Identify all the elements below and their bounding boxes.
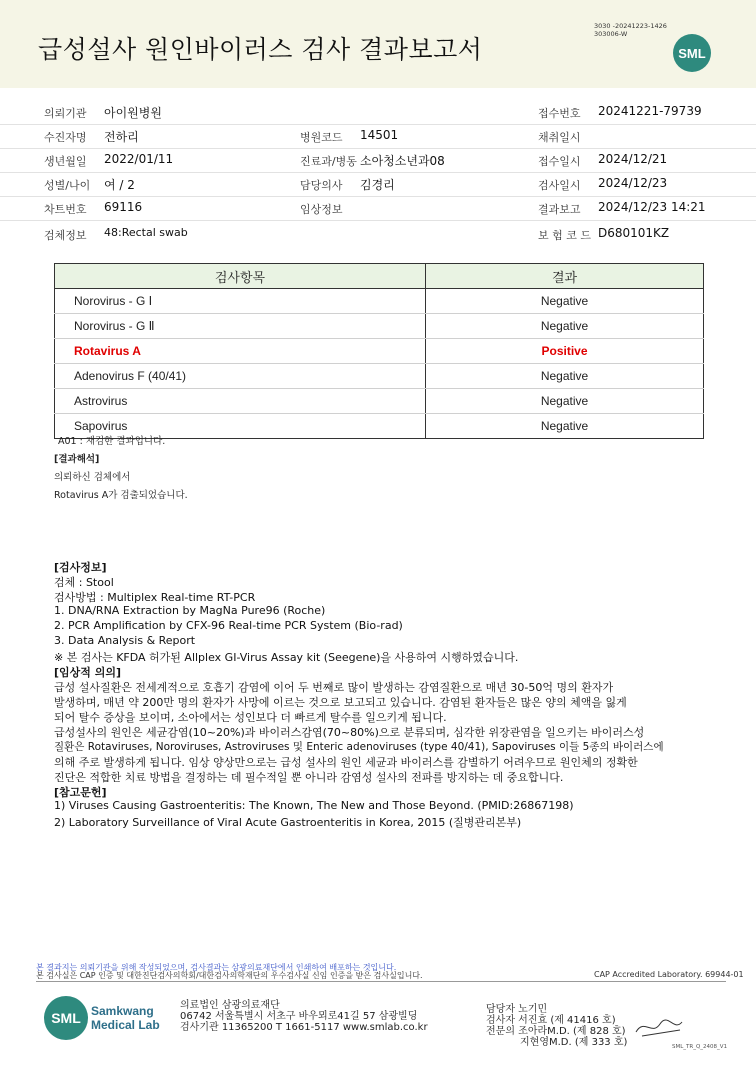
- footer-contact: 검사기관 11365200 T 1661-5117 www.smlab.co.kr: [180, 1022, 428, 1033]
- test-info-line: 검체 : Stool: [54, 576, 114, 589]
- footer-accreditation: 본 검사실은 CAP 인증 및 대한진단검사의학회/대한검사의학재단의 우수검사실 신임 인증을 받은 검사실입니다.: [36, 971, 423, 980]
- info-label: 결과보고: [538, 203, 581, 216]
- column-header-result: 결과: [426, 264, 704, 289]
- info-row: [0, 148, 756, 173]
- test-item: Adenovirus F (40/41): [55, 364, 426, 389]
- sml-logo-circle: [44, 996, 88, 1040]
- form-code: SML_TR_Q_2408_V1: [672, 1044, 728, 1050]
- footer-divider: [36, 981, 726, 982]
- document-code: [594, 22, 667, 38]
- table-row: [55, 289, 704, 314]
- brand-line: Samkwang: [91, 1004, 154, 1018]
- table-row-positive: [55, 339, 704, 364]
- sml-logo-text: SML: [51, 1010, 81, 1026]
- info-value: 김경리: [360, 178, 395, 192]
- info-row: [0, 124, 756, 149]
- info-label: 검체정보: [44, 229, 87, 242]
- clinical-line: 의해 주로 발생하게 됩니다. 임상 양상만으로는 급성 설사의 원인 세균과 바이러스를 감별하기 어려우므로 원인체의 정확한: [54, 756, 638, 769]
- info-row: [0, 172, 756, 197]
- interpretation-line: Rotavirus A가 검출되었습니다.: [54, 490, 188, 501]
- sml-logo-text: SML: [678, 46, 706, 61]
- staff-line: 검사자 서진효 (제 41416 호): [486, 1015, 616, 1026]
- test-item: Sapovirus: [55, 414, 426, 439]
- info-label: 접수번호: [538, 107, 581, 120]
- info-value: 소아청소년과08: [360, 154, 445, 168]
- test-info-heading: [검사정보]: [54, 561, 107, 574]
- info-value: 2024/12/23 14:21: [598, 200, 706, 214]
- info-label: 진료과/병동: [300, 155, 357, 168]
- interpretation-heading: [결과해석]: [54, 454, 100, 465]
- info-row: [0, 196, 756, 221]
- references-heading: [참고문헌]: [54, 786, 107, 799]
- info-value: 69116: [104, 200, 143, 214]
- info-value: 아이원병원: [104, 106, 162, 120]
- clinical-line: 급성 설사질환은 전세계적으로 호흡기 감염에 이어 두 번째로 많이 발생하는 감염질환으로 매년 30-50억 명의 환자가: [54, 681, 614, 694]
- interpretation-line: 의뢰하신 검체에서: [54, 472, 131, 483]
- test-info-line: 검사방법 : Multiplex Real-time RT-PCR: [54, 591, 256, 604]
- recheck-note: A01 : 재검한 결과입니다.: [58, 436, 166, 447]
- brand-line: Medical Lab: [91, 1018, 160, 1032]
- info-label: 채취일시: [538, 131, 581, 144]
- info-label: 접수일시: [538, 155, 581, 168]
- info-label: 임상정보: [300, 203, 343, 216]
- info-label: 병원코드: [300, 131, 343, 144]
- test-info-line: 3. Data Analysis & Report: [54, 634, 196, 647]
- staff-line: 전문의 조아라M.D. (제 828 호): [486, 1026, 626, 1037]
- info-value: 2024/12/23: [598, 176, 668, 190]
- info-label: 성별/나이: [44, 179, 91, 192]
- footer-address: 06742 서울특별시 서초구 바우뫼로41길 57 삼광빌딩: [180, 1011, 418, 1022]
- test-result: Negative: [426, 314, 704, 339]
- test-item: Norovirus - G Ⅱ: [55, 314, 426, 339]
- info-value: 2022/01/11: [104, 152, 174, 166]
- staff-line: 지현영M.D. (제 333 호): [520, 1037, 628, 1048]
- reference-line: 2) Laboratory Surveillance of Viral Acute Gastroenteritis in Korea, 2015 (질병관리본부): [54, 816, 522, 829]
- info-value: D680101KZ: [598, 226, 670, 240]
- test-result: Negative: [426, 364, 704, 389]
- test-result: Positive: [426, 339, 704, 364]
- results-header-row: [55, 264, 704, 289]
- clinical-heading: [임상적 의의]: [54, 666, 122, 679]
- info-row: [0, 222, 756, 246]
- test-item: Astrovirus: [55, 389, 426, 414]
- test-item: Norovirus - G Ⅰ: [55, 289, 426, 314]
- staff-line: 담당자 노기민: [486, 1004, 548, 1015]
- info-value: 2024/12/21: [598, 152, 668, 166]
- report-title: 급성설사 원인바이러스 검사 결과보고서: [38, 35, 483, 64]
- info-label: 의뢰기관: [44, 107, 87, 120]
- clinical-line: 급성설사의 원인은 세균감염(10~20%)과 바이러스감염(70~80%)으로 분류되며, 심각한 위장관염을 일으키는 바이러스성: [54, 726, 645, 739]
- info-value: 20241221-79739: [598, 104, 702, 118]
- info-row: [0, 100, 756, 125]
- footer-org: 의료법인 삼광의료재단: [180, 1000, 280, 1011]
- cap-accreditation: CAP Accredited Laboratory. 69944-01: [594, 970, 744, 979]
- test-item: Rotavirus A: [55, 339, 426, 364]
- clinical-line: 발생하며, 매년 약 200만 명의 환자가 사망에 이르는 것으로 보고되고 있습니다. 감염된 환자들은 많은 양의 체액을 잃게: [54, 696, 627, 709]
- test-info-line: ※ 본 검사는 KFDA 허가된 Allplex GI-Virus Assay kit (Seegene)을 사용하여 시행하였습니다.: [54, 651, 519, 664]
- clinical-line: 되어 탈수 증상을 보이며, 소아에서는 성인보다 더 빠르게 탈수를 일으키게 됩니다.: [54, 711, 447, 724]
- test-info-line: 1. DNA/RNA Extraction by MagNa Pure96 (Roche): [54, 604, 326, 617]
- footer-notice: 본 결과지는 의뢰기관을 위해 작성되었으며, 검사결과는 삼광의료재단에서 인쇄하여 배포하는 것입니다.: [36, 963, 397, 972]
- info-label: 차트번호: [44, 203, 87, 216]
- table-row: [55, 389, 704, 414]
- sml-logo: [673, 34, 711, 72]
- test-result: Negative: [426, 289, 704, 314]
- doctor-signature-icon: [632, 1012, 692, 1042]
- document-code-line-1: 3030 -20241223-1426: [594, 22, 667, 30]
- test-result: Negative: [426, 389, 704, 414]
- info-label: 보 험 코 드: [538, 229, 591, 242]
- info-label: 담당의사: [300, 179, 343, 192]
- info-value: 여 / 2: [104, 178, 135, 192]
- info-label: 수진자명: [44, 131, 87, 144]
- table-row: [55, 364, 704, 389]
- info-value: 전하리: [104, 130, 139, 144]
- test-info-line: 2. PCR Amplification by CFX-96 Real-time PCR System (Bio-rad): [54, 619, 403, 632]
- document-code-line-2: 303006-W: [594, 30, 628, 38]
- test-result: Negative: [426, 414, 704, 439]
- footer-brand: [91, 1004, 160, 1032]
- clinical-line: 진단은 적합한 치료 방법을 결정하는 데 필수적일 뿐 아니라 감염성 설사의 전파를 방지하는 데 중요합니다.: [54, 771, 564, 784]
- info-value: 48:Rectal swab: [104, 226, 188, 239]
- table-row: [55, 314, 704, 339]
- reference-line: 1) Viruses Causing Gastroenteritis: The Known, The New and Those Beyond. (PMID:26867198): [54, 799, 574, 812]
- clinical-line: 질환은 Rotaviruses, Noroviruses, Astroviruses 및 Enteric adenoviruses (type 40/41), Sapoviruses 이들 5종의 바이러스에: [54, 741, 664, 753]
- info-value: 14501: [360, 128, 399, 142]
- column-header-item: 검사항목: [55, 264, 426, 289]
- info-label: 검사일시: [538, 179, 581, 192]
- info-label: 생년월일: [44, 155, 87, 168]
- results-table: [54, 263, 704, 439]
